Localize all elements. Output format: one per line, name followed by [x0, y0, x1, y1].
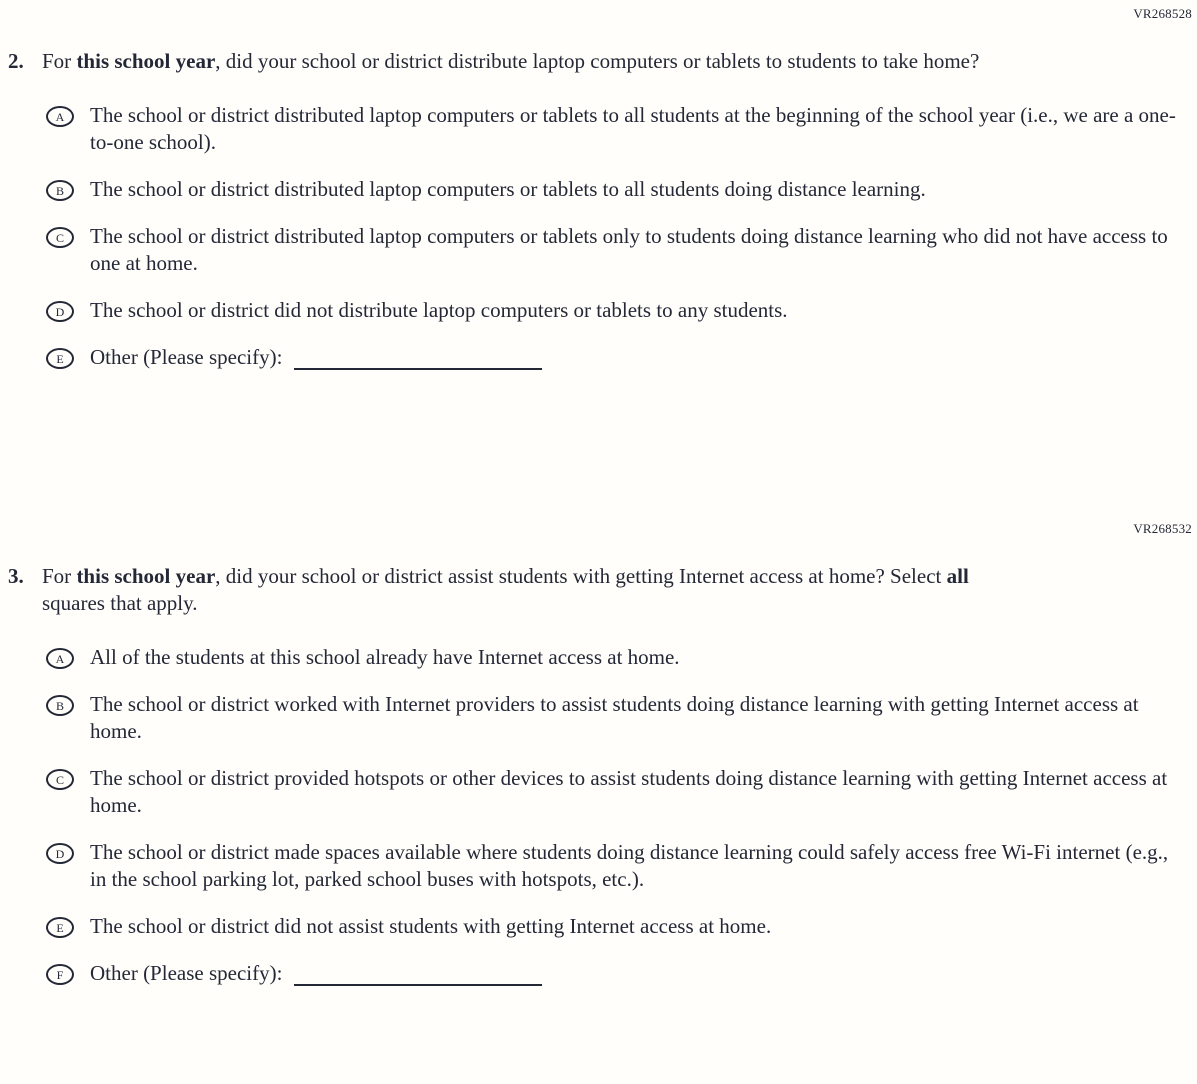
question-2-options	[46, 102, 1192, 371]
q2-option-a	[46, 102, 1192, 156]
q3-option-e	[46, 913, 1192, 940]
question-2-text-part: For	[42, 49, 77, 73]
q3-option-c	[46, 765, 1192, 819]
option-label	[90, 960, 542, 987]
question-3-text-bold: all	[946, 564, 969, 588]
question-2	[8, 48, 1192, 75]
option-label-text: Other (Please specify):	[90, 345, 283, 369]
form-code: VR268532	[1133, 521, 1192, 536]
question-2-text-part: , did your school or district distribute laptop computers or tablets to students to take home?	[215, 49, 980, 73]
question-3-options	[46, 644, 1192, 987]
option-label: The school or district did not assist students with getting Internet access at home.	[90, 914, 772, 938]
q3-option-d	[46, 839, 1192, 893]
option-bubble-c[interactable]: C	[46, 227, 74, 248]
option-bubble-b[interactable]: B	[46, 695, 74, 716]
q3-option-b	[46, 691, 1192, 745]
option-bubble-a[interactable]: A	[46, 648, 74, 669]
option-bubble-c[interactable]: C	[46, 769, 74, 790]
q2-option-d	[46, 297, 1192, 324]
option-label-text: Other (Please specify):	[90, 961, 283, 985]
option-bubble-b[interactable]: B	[46, 180, 74, 201]
question-3-text-part: , did your school or district assist students with getting Internet access at home? Select	[215, 564, 947, 588]
form-code-row	[8, 6, 1192, 22]
option-label: The school or district distributed laptop computers or tablets to all students doing distance learning.	[90, 177, 926, 201]
option-label: The school or district did not distribute laptop computers or tablets to any students.	[90, 298, 788, 322]
q2-option-c	[46, 223, 1192, 277]
form-code-row	[8, 521, 1192, 537]
option-label	[90, 344, 542, 371]
form-code: VR268528	[1133, 6, 1192, 21]
question-3-text-part: squares that apply.	[42, 591, 198, 615]
option-label: The school or district worked with Internet providers to assist students doing distance learning with getting Internet access at home.	[90, 692, 1139, 743]
option-label: All of the students at this school already have Internet access at home.	[90, 645, 680, 669]
option-bubble-e[interactable]: E	[46, 917, 74, 938]
question-3-text-bold: this school year	[76, 564, 216, 588]
option-label: The school or district distributed laptop computers or tablets only to students doing distance learning who did not have access to one at home.	[90, 224, 1168, 275]
question-3	[8, 563, 1192, 617]
question-3-number: 3.	[8, 564, 24, 588]
q2-option-b	[46, 176, 1192, 203]
question-2-text	[42, 48, 1062, 75]
option-label: The school or district made spaces available where students doing distance learning could safely access free Wi-Fi internet (e.g., in the school parking lot, parked school buses with hotspots, etc.).	[90, 840, 1169, 891]
question-2-number: 2.	[8, 49, 24, 73]
option-bubble-e[interactable]: E	[46, 348, 74, 369]
question-2-text-bold: this school year	[76, 49, 216, 73]
question-3-text	[42, 563, 1007, 617]
option-bubble-f[interactable]: F	[46, 964, 74, 985]
q2-option-e	[46, 344, 1192, 371]
option-label: The school or district distributed laptop computers or tablets to all students at the beginning of the school year (i.e., we are a one-to-one school).	[90, 103, 1176, 154]
option-label: The school or district provided hotspots or other devices to assist students doing distance learning with getting Internet access at home.	[90, 766, 1168, 817]
other-specify-line[interactable]	[294, 362, 542, 370]
option-bubble-a[interactable]: A	[46, 106, 74, 127]
q3-option-f	[46, 960, 1192, 987]
q3-option-a	[46, 644, 1192, 671]
option-bubble-d[interactable]: D	[46, 301, 74, 322]
other-specify-line[interactable]	[294, 978, 542, 986]
option-bubble-d[interactable]: D	[46, 843, 74, 864]
question-3-text-part: For	[42, 564, 77, 588]
